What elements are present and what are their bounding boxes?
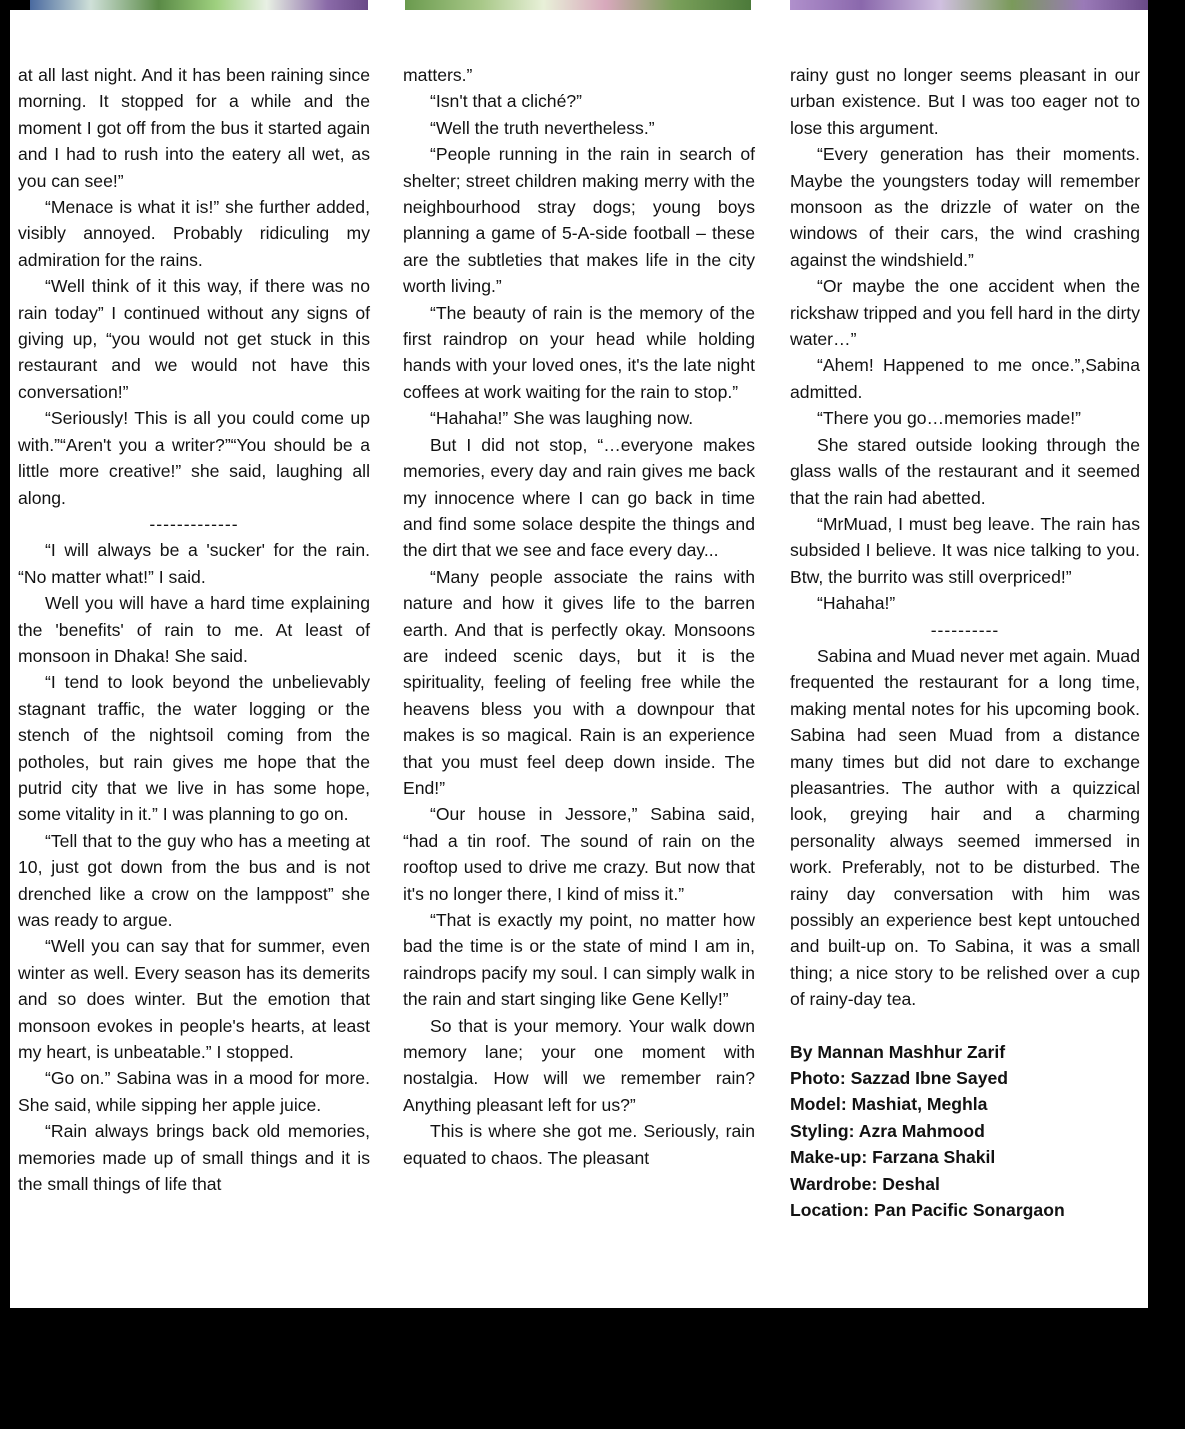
story-paragraph: at all last night. And it has been raining since morning. It stopped for a while and the moment I got off from the bus it started again and I had to rush into the eatery all wet, as you can see!” [18,65,370,191]
story-paragraph: “Hahaha!” [817,593,896,614]
story-paragraph: “Well the truth nevertheless.” [430,117,655,138]
text-column-3 [790,62,1140,1223]
bottom-black-border [0,1308,1185,1429]
story-paragraph: “There you go…memories made!” [817,408,1082,429]
story-paragraph: “I tend to look beyond the unbelievably stagnant traffic, the water logging or the stench of the nightsoil coming from the potholes, but rain gives me hope that the putrid city that we live in has some hope, some vitality in it.” I was planning to go on. [18,672,370,825]
credit-line: Make-up: Farzana Shakil [790,1147,996,1168]
story-paragraph: “Tell that to the guy who has a meeting at 10, just got down from the bus and is not drenched like a crow on the lamppost” she was ready to argue. [18,830,370,930]
text-column-2 [403,62,755,1171]
story-paragraph: “Or maybe the one accident when the rickshaw tripped and you fell hard in the dirty water…” [790,276,1140,350]
credit-line: Model: Mashiat, Meghla [790,1094,988,1115]
section-divider: ------------- [149,513,239,534]
story-paragraph: This is where she got me. Seriously, rain equated to chaos. The pleasant [403,1121,755,1168]
story-paragraph: “That is exactly my point, no matter how bad the time is or the state of mind I am in, raindrops pacify my soul. I can simply walk in the rain and start singing like Gene Kelly!” [403,910,755,1010]
story-paragraph: matters.” [403,65,473,85]
left-black-border [0,0,10,1429]
credit-line: By Mannan Mashhur Zarif [790,1041,1006,1062]
story-paragraph: “Hahaha!” She was laughing now. [430,408,694,429]
right-black-border [1148,0,1185,1429]
story-paragraph: But I did not stop, “…everyone makes memories, every day and rain gives me back my innocence where I can go back in time and find some solace despite the things and the dirt that we see and face every day... [403,434,755,561]
story-paragraph: “Go on.” Sabina was in a mood for more. She said, while sipping her apple juice. [18,1068,370,1115]
photo-strip-left [30,0,368,10]
story-paragraph: “Isn't that a cliché?” [430,91,582,112]
story-paragraph: She stared outside looking through the glass walls of the restaurant and it seemed that the rain had abetted. [790,434,1140,508]
credit-line: Photo: Sazzad Ibne Sayed [790,1068,1009,1089]
story-paragraph: rainy gust no longer seems pleasant in our urban existence. But I was too eager not to lose this argument. [790,65,1140,138]
story-paragraph: “Many people associate the rains with nature and how it gives life to the barren earth. And that is perfectly okay. Monsoons are indeed scenic days, but it is the spirituality, feeling of feeling free while the heavens bless you with a downpour that makes is so magical. Rain is an experience that you must feel deep down inside. The End!” [403,566,755,798]
section-divider: ---------- [930,619,1000,640]
story-paragraph: “Menace is what it is!” she further added, visibly annoyed. Probably ridiculing my admiration for the rains. [18,197,370,270]
photo-strip-middle [405,0,751,10]
story-paragraph: “People running in the rain in search of shelter; street children making merry with the neighbourhood stray dogs; young boys planning a game of 5-A-side football – these are the subtleties that makes life in the city worth living.” [403,144,755,297]
photo-strip-right [790,0,1148,10]
story-paragraph: “Well think of it this way, if there was no rain today” I continued without any signs of giving up, “you would not get stuck in this restaurant and we would not have this conversation!” [18,276,370,402]
story-paragraph: “Seriously! This is all you could come up with.”“Aren't you a writer?”“You should be a little more creative!” she said, laughing all along. [18,408,370,508]
story-paragraph: So that is your memory. Your walk down memory lane; your one moment with nostalgia. How will we remember rain? Anything pleasant left for us?” [403,1015,755,1115]
story-paragraph: “MrMuad, I must beg leave. The rain has subsided I believe. It was nice talking to you. Btw, the burrito was still overpriced!” [790,513,1140,587]
story-paragraph: Well you will have a hard time explaining the 'benefits' of rain to me. At least of monsoon in Dhaka! She said. [18,593,370,666]
story-paragraph: “Every generation has their moments. Maybe the youngsters today will remember monsoon as the drizzle of water on the windows of their cars, the wind crashing against the windshield.” [790,144,1140,270]
credit-line: Wardrobe: Deshal [790,1173,940,1194]
story-paragraph: “Rain always brings back old memories, memories made up of small things and it is the small things of life that [18,1121,370,1195]
text-column-1 [18,62,370,1197]
story-paragraph: “Our house in Jessore,” Sabina said, “had a tin roof. The sound of rain on the rooftop used to drive me crazy. But now that it's no longer there, I kind of miss it.” [403,804,755,904]
story-paragraph: “Ahem! Happened to me once.”,Sabina admitted. [790,355,1140,402]
story-paragraph: “The beauty of rain is the memory of the first raindrop on your head while holding hands with your loved ones, it's the late night coffees at work waiting for the rain to stop.” [403,302,755,402]
story-paragraph: Sabina and Muad never met again. Muad frequented the restaurant for a long time, making mental notes for his upcoming book. Sabina had seen Muad from a distance many times but did not dare to exchange pleasantries. The author with a quizzical look, greying hair and a charming personality always seemed immersed in work. Preferably, not to be disturbed. The rainy day conversation with him was possibly an experience best kept untouched and built-up on. To Sabina, it was a small thing; a nice story to be relished over a cup of rainy-day tea. [790,645,1140,1010]
credit-line: Styling: Azra Mahmood [790,1120,985,1141]
story-paragraph: “I will always be a 'sucker' for the rain. “No matter what!” I said. [18,540,370,587]
credit-line: Location: Pan Pacific Sonargaon [790,1200,1065,1221]
credits-block [790,1039,1140,1224]
story-paragraph: “Well you can say that for summer, even winter as well. Every season has its demerits and so does winter. But the emotion that monsoon evokes in people's hearts, at least my heart, is unbeatable.” I stopped. [18,936,370,1063]
